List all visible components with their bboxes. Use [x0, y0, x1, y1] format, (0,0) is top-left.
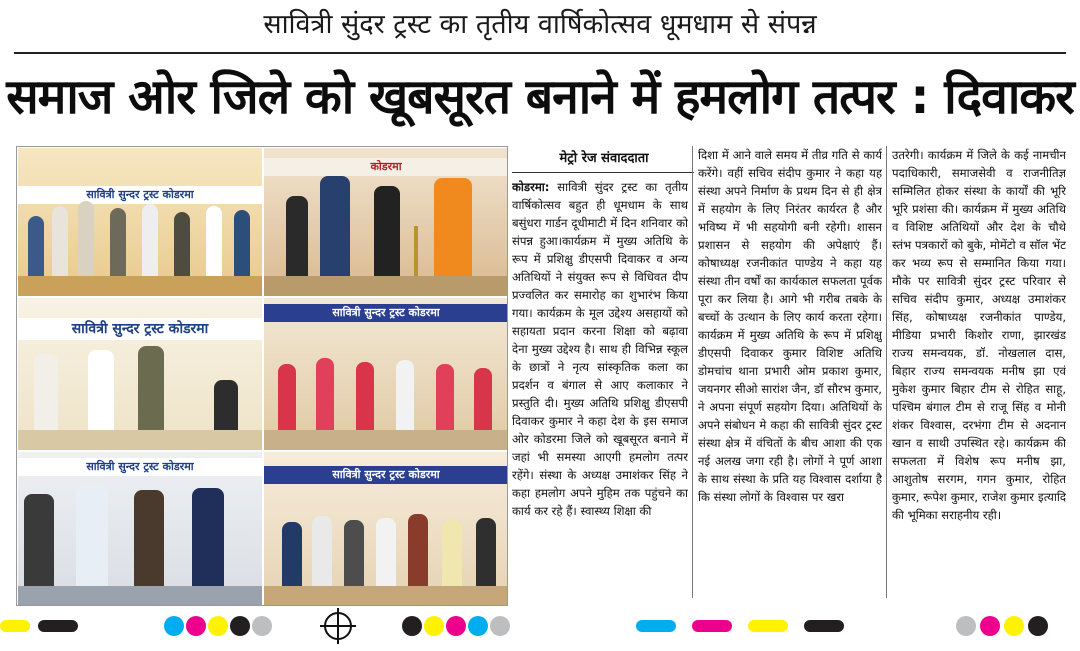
print-registration-strip	[0, 606, 1080, 651]
color-bar	[692, 620, 732, 632]
color-dot	[956, 616, 976, 636]
photo-banner: सावित्री सुन्दर ट्रस्ट कोडरमा	[18, 458, 262, 476]
color-dot	[230, 616, 250, 636]
article-column-2: दिशा में आने वाले समय में तीव्र गति से कार्य करेंगे। वहीं सचिव संदीप कुमार ने कहा यह संस्था अपने निर्माण के प्रथम दिन से ही क्षेत्र में सहयोग के लिए निरंतर कार्यरत है और भविष्य में भी सहयोगी बनी रहेगी। शासन प्रशासन से सहयोग की अपेक्षाएं हैं। कोषाध्यक्ष रजनीकांत पाण्डेय ने कहा यह संस्था तीन वर्षों का कार्यकाल सफलता पूर्वक पूरा कर लिया है। आगे भी गरीब तबके के बच्चों के उत्थान के लिए कार्य करता रहेगा। कार्यक्रम में मुख्य अतिथि के रूप में प्रशिक्षु डीएसपी दिवाकर कुमार विशिष्ट अतिथि डोमचांच थाना प्रभारी ओम प्रकाश कुमार, जयनगर सीओ सारांश जैन, डॉ सौरभ कुमार, ने अपना संपूर्ण सहयोग दिया। अतिथियों के अपने संबोधन मे कहा की सावित्री सुंदर ट्रस्ट संस्था क्षेत्र में वंचितों के बीच आशा की एक नई अलख जगा रही है। लोगों ने पूर्ण आशा के साथ संस्था के प्रति यह विश्वास दर्शाया है कि संस्था लोगों के विश्वास पर खरा	[698, 148, 882, 504]
photo-dignitaries	[263, 451, 508, 606]
article-column-1	[512, 178, 688, 598]
photo-banner: सावित्री सुन्दर ट्रस्ट कोडरमा	[264, 304, 508, 322]
photo-dance	[263, 297, 508, 451]
photo-banner: सावित्री सुन्दर ट्रस्ट कोडरमा	[18, 186, 262, 204]
article-headline: समाज ओर जिले को खूबसूरत बनाने में हमलोग तत्पर : दिवाकर	[6, 69, 1074, 125]
byline-rule	[512, 172, 694, 173]
color-bar	[636, 620, 676, 632]
column-divider	[886, 146, 887, 598]
headline-rule	[14, 52, 1066, 54]
color-bar	[804, 620, 844, 632]
color-dot	[468, 616, 488, 636]
article-dateline: कोडरमा:	[512, 180, 550, 194]
color-dot	[208, 616, 228, 636]
color-bar	[38, 620, 78, 632]
article-subheadline: सावित्री सुंदर ट्रस्ट का तृतीय वार्षिकोत्सव धूमधाम से संपन्न	[263, 9, 817, 40]
color-dot	[186, 616, 206, 636]
color-dot	[1028, 616, 1048, 636]
color-dot	[490, 616, 510, 636]
color-bar	[748, 620, 788, 632]
color-dot	[446, 616, 466, 636]
photo-banner: सावित्री सुन्दर ट्रस्ट कोडरमा	[264, 466, 508, 484]
color-dot	[402, 616, 422, 636]
photo-banner: सावित्री सुन्दर ट्रस्ट कोडरमा	[18, 318, 262, 340]
color-dot	[252, 616, 272, 636]
color-dot	[980, 616, 1000, 636]
registration-crosshair-icon	[324, 612, 352, 640]
color-dot	[1004, 616, 1024, 636]
column-divider	[692, 146, 693, 598]
photo-felicitation	[17, 147, 263, 297]
photo-lamp-lighting	[263, 147, 508, 297]
color-bar	[0, 620, 30, 632]
color-dot	[164, 616, 184, 636]
article-column-1-text: सावित्री सुंदर ट्रस्ट का तृतीय वार्षिकोत्सव बहुत ही धूमधाम के साथ बसुंधरा गार्डन दूधीमाटी में दिन शनिवार को संपन्न हुआ।कार्यक्रम में मुख्य अतिथि के रूप में प्रशिक्षु डीएसपी दिवाकर व अन्य अतिथियों ने संयुक्त रूप से विधिवत दीप प्रज्वलित कर समारोह का शुभारंभ किया गया। कार्यक्रम के मूल उद्देश्य असहायों को सहायता प्रदान करना शिक्षा को बढ़ावा देना मुख्य उद्देश्य है। साथ ही विभिन्न स्कूल के छात्रों ने नृत्य सांस्कृतिक कला का प्रदर्शन व बंगाल से आए कलाकार ने प्रस्तुति दी। मुख्य अतिथि प्रशिक्षु डीएसपी दिवाकर कुमार ने कहा देश के इस समाज ओर कोडरमा जिले को खूबसूरत बनाने में जहां भी समस्या आएगी हमलोग तत्पर रहेंगे। संस्था के अध्यक्ष उमाशंकर सिंह ने कहा हमलोग अपने मुहिम तक पहुंचने का कार्य कर रहे हैं। स्वास्थ्य शिक्षा की	[512, 180, 688, 518]
photo-award	[17, 297, 263, 451]
article-column-3: उतरेगी। कार्यक्रम में जिले के कई नामचीन पदाधिकारी, समाजसेवी व राजनीतिज्ञ सम्मिलित होकर संस्था के कार्यों की भूरि भूरि प्रशंसा की। कार्यक्रम में मुख्य अतिथि व विशिष्ट अतिथियों और देश के चौथे स्तंभ पत्रकारों को बुके, मोमेंटो व सॉल भेंट कर भव्य रूप से सम्मानित किया गया। मौके पर सावित्री सुंदर ट्रस्ट परिवार से सचिव संदीप कुमार, अध्यक्ष उमाशंकर सिंह, कोषाध्यक्ष रजनीकांत पाण्डेय, मीडिया प्रभारी किशोर राणा, झारखंड राज्य समन्वयक, डॉ. नोखलाल दास, बिहार राज्य समन्वयक मनीष झा एवं मुकेश कुमार बिहार टीम से रोहित साहू, पश्चिम बंगाल टीम से राजू सिंह व मोनी शंकर विश्वास, दरभंगा टीम से अदनान खान व साथी उपस्थित रहे। कार्यक्रम की सफलता में विशेष रूप मनीष झा, आशुतोष सरगम, गगन कुमार, रोहित कुमार, रूपेश कुमार, राजेश कुमार इत्यादि की भूमिका सराहनीय रही।	[892, 148, 1066, 522]
article-byline: मेट्रो रेज संवाददाता	[559, 151, 649, 166]
photo-guests	[17, 451, 263, 606]
photo-banner: कोडरमा	[264, 158, 508, 176]
color-dot	[424, 616, 444, 636]
photo-collage	[16, 146, 508, 606]
